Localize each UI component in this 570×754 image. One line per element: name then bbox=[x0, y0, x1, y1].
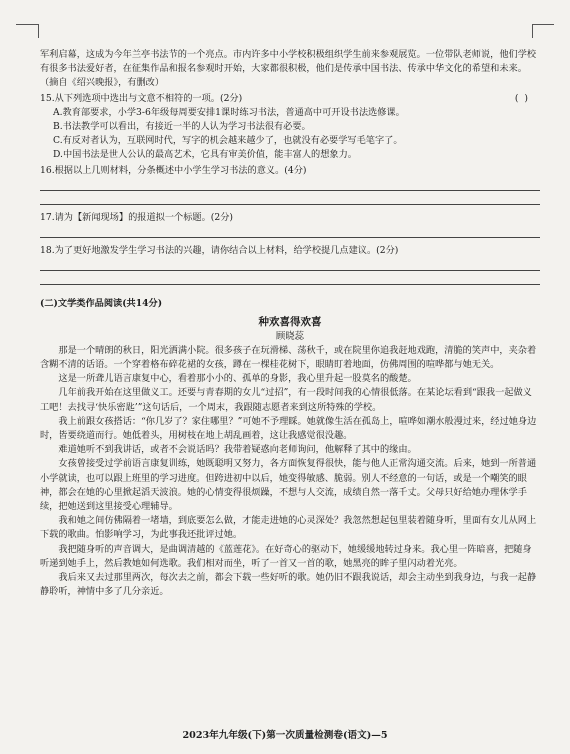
article-paragraph: 那是一个晴朗的秋日，阳光洒满小院。很多孩子在玩滑梯、荡秋千，或在院里你追我赶地戏跑，清脆的笑声中，夹杂着含糊不清的话语。一个穿着格布碎花裙的女孩，蹲在一棵桂花树下，眼睛盯着地面，仿佛周围的喧哗都与她无关。 bbox=[40, 344, 537, 371]
question-15 bbox=[40, 92, 540, 106]
section-heading: (二)文学类作品阅读(共14分) bbox=[40, 298, 163, 310]
question-16: 16.根据以上几则材料，分条概述中小学生学习书法的意义。(4分) bbox=[40, 164, 307, 176]
article-paragraph: 女孩曾接受过学前语言康复训练，她既聪明又努力，各方面恢复得很快，能与他人正常沟通交流。后来，她到一所普通小学就读，也可以跟上班里的学习进度。但跨进初中以后，她变得敏感、脆弱。别人不经意的一句话，或是一个嘲笑的眼神，都会在她的心里掀起滔天波浪。她的心情变得很烦躁，不想与人交流，成绩自然一落千丈。父母只好给她办理休学手续，把她送到这里接受心理辅导。 bbox=[40, 458, 537, 513]
article-paragraph: 我后来又去过那里两次，每次去之前，都会下载一些好听的歌。她仍旧不跟我说话，却会主动坐到我身边，与我一起静静聆听，神情中多了几分亲近。 bbox=[40, 572, 537, 598]
article-author: 顾晓蕊 bbox=[275, 330, 305, 342]
passage-continuation: 军利启幕，这成为今年兰亭书法节的一个亮点。市内许多中小学校积极组织学生前来参观展览。一位带队老师说，他们学校有很多书法爱好者，在征集作品和报名参观时开始，大家都很积极，他们是传承中国书法、传承中华文化的希望和未来。（摘自《绍兴晚报》，有删改） bbox=[40, 49, 537, 89]
option-a: A.教育部要求，小学3-6年级每周要安排1课时练习书法，普通高中可开设书法选修课。 bbox=[53, 106, 405, 118]
article-paragraph: 难道她听不到我讲话，或者不会说话吗？我带着疑惑向老师询问，他解释了其中的缘由。 bbox=[58, 444, 417, 456]
question-18: 18.为了更好地激发学生学习书法的兴趣，请你结合以上材料，给学校提几点建议。(2分) bbox=[40, 245, 399, 257]
crop-mark-top-left-h bbox=[16, 24, 38, 25]
answer-line[interactable] bbox=[40, 192, 540, 205]
crop-mark-top-left-v bbox=[38, 24, 39, 38]
answer-line[interactable] bbox=[40, 258, 540, 271]
article-title: 种欢喜得欢喜 bbox=[258, 316, 322, 329]
article-paragraph: 我和她之间仿佛隔着一堵墙，到底要怎么做，才能走进她的心灵深处？我忽然想起包里装着随身听，里面有女儿从网上下载的歌曲。怕影响学习，为此事我还批评过她。 bbox=[40, 515, 537, 541]
article-paragraph: 几年前我开始在这里做义工。还要与青春期的女儿“过招”，有一段时间我的心情很低落。在某论坛看到“跟我一起做义工吧！去找寻‘快乐密匙’”这句话后，一个周末，我跟随志愿者来到这所特殊的学校。 bbox=[40, 387, 532, 413]
article-paragraph: 我把随身听的声音调大，是曲调清越的《蓝莲花》。在好奇心的驱动下，她缓缓地转过身来。我心里一阵暗喜，把随身听递到她手上，然后教她如何选歌。我们相对而坐，听了一首又一首的歌，她黑亮的眸子里闪动着光亮。 bbox=[40, 543, 532, 569]
answer-line[interactable] bbox=[40, 225, 540, 238]
question-17: 17.请为【新闻现场】的报道拟一个标题。(2分) bbox=[40, 211, 233, 223]
answer-line[interactable] bbox=[40, 272, 540, 285]
crop-mark-top-right-v bbox=[532, 24, 533, 38]
article-paragraph: 我上前跟女孩搭话：“你几岁了？家住哪里？”可她不予理睬。她就像生活在孤岛上，喧哗如潮水般漫过来，经过她身边时，皆要绕道而行。她低着头，用树枝在地上胡乱画着，这让我感觉很没趣。 bbox=[40, 415, 537, 442]
question-15-text: 15.从下列选项中选出与文意不相符的一项。(2分) bbox=[40, 92, 243, 104]
option-b: B.书法教学可以看出，有接近一半的人认为学习书法很有必要。 bbox=[53, 121, 311, 133]
answer-line[interactable] bbox=[40, 178, 540, 191]
page-content bbox=[40, 48, 540, 600]
option-d: D.中国书法是世人公认的最高艺术，它具有审美价值，能丰富人的想象力。 bbox=[53, 149, 357, 161]
crop-mark-top-right-h bbox=[532, 24, 554, 25]
article-paragraph: 这是一所聋儿语言康复中心，看着那小小的、孤单的身影，我心里升起一股莫名的酸楚。 bbox=[58, 373, 417, 385]
answer-parentheses: () bbox=[514, 92, 534, 104]
page-footer: 2023年九年级(下)第一次质量检测卷(语文)—5 bbox=[182, 730, 388, 741]
option-c: C.有反对者认为，互联网时代，写字的机会越来越少了，也就没有必要学写毛笔字了。 bbox=[53, 135, 403, 147]
